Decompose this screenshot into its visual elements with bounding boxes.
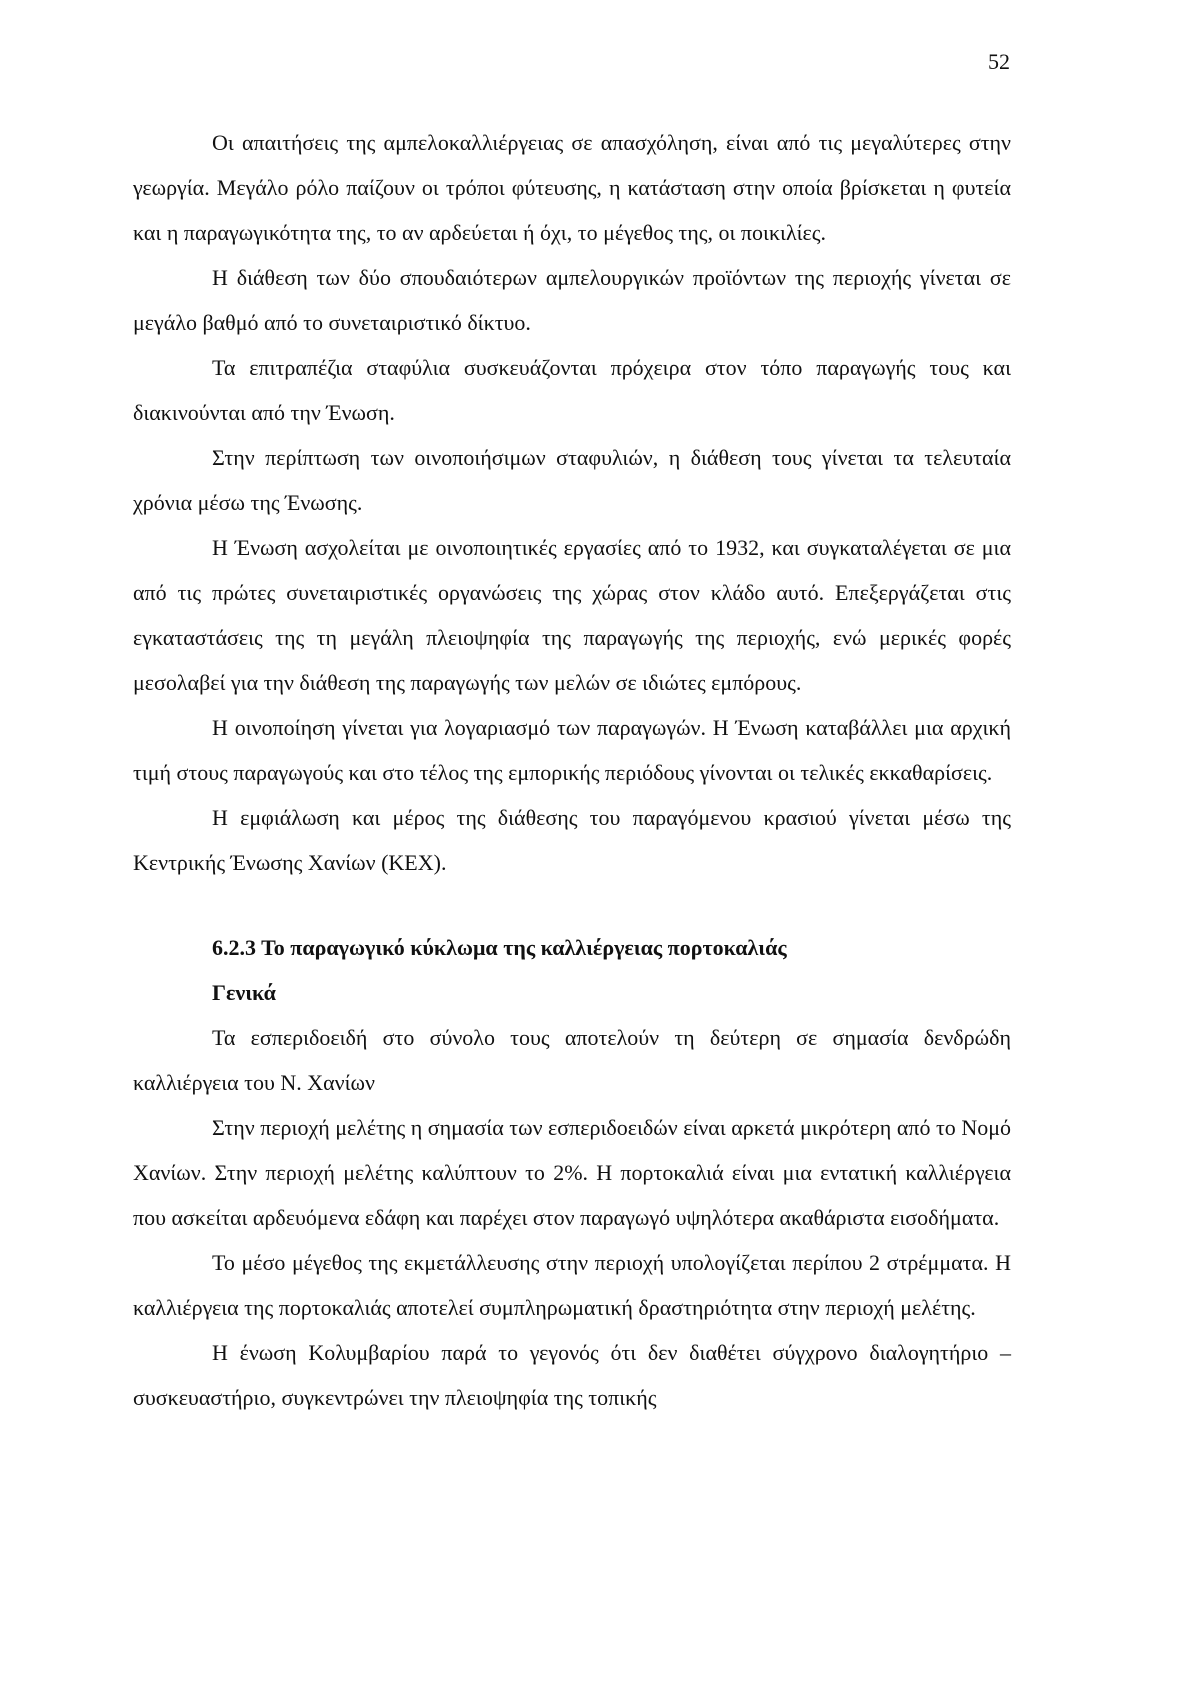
section-heading: 6.2.3 Το παραγωγικό κύκλωμα της καλλιέργειας πορτοκαλιάς [212,935,787,960]
paragraph-union-winemaking: Η Ένωση ασχολείται με οινοποιητικές εργασίες από το 1932, και συγκαταλέγεται σε μια από τις πρώτες συνεταιριστικές οργανώσεις της χώρας στον κλάδο αυτό. Επεξεργάζεται στις εγκαταστάσεις της τη μεγάλη πλειοψηφία της παραγωγής της περιοχής, ενώ μερικές φορές μεσολαβεί για την διάθεση της παραγωγής των μελών σε ιδιώτες εμπόρους. [133,535,1011,695]
paragraph-bottling: Η εμφιάλωση και μέρος της διάθεσης του παραγόμενου κρασιού γίνεται μέσω της Κεντρικής Ένωσης Χανίων (ΚΕΧ). [133,805,1011,875]
paragraph-wine-grapes: Στην περίπτωση των οινοποιήσιμων σταφυλιών, η διάθεση τους γίνεται τα τελευταία χρόνια μέσω της Ένωσης. [133,445,1011,515]
document-body [133,120,1011,1420]
page-number: 52 [988,49,1010,74]
paragraph-citrus-importance: Τα εσπεριδοειδή στο σύνολο τους αποτελούν τη δεύτερη σε σημασία δενδρώδη καλλιέργεια του Ν. Χανίων [133,1025,1011,1095]
paragraph-kolymvari-union: Η ένωση Κολυμβαρίου παρά το γεγονός ότι δεν διαθέτει σύγχρονο διαλογητήριο – συσκευαστήριο, συγκεντρώνει την πλειοψηφία της τοπικής [133,1340,1011,1410]
paragraph-vinification: Η οινοποίηση γίνεται για λογαριασμό των παραγωγών. Η Ένωση καταβάλλει μια αρχική τιμή στους παραγωγούς και στο τέλος της εμπορικής περιόδους γίνονται οι τελικές εκκαθαρίσεις. [133,715,1011,785]
paragraph-table-grapes: Τα επιτραπέζια σταφύλια συσκευάζονται πρόχειρα στον τόπο παραγωγής τους και διακινούνται από την Ένωση. [133,355,1011,425]
section-subheading: Γενικά [212,980,276,1005]
paragraph-study-area-citrus: Στην περιοχή μελέτης η σημασία των εσπεριδοειδών είναι αρκετά μικρότερη από το Νομό Χανίων. Στην περιοχή μελέτης καλύπτουν το 2%. Η πορτοκαλιά είναι μια εντατική καλλιέργεια που ασκείται αρδευόμενα εδάφη και παρέχει στον παραγωγό υψηλότερα ακαθάριστα εισοδήματα. [133,1115,1011,1230]
paragraph-viticulture-labor: Οι απαιτήσεις της αμπελοκαλλιέργειας σε απασχόληση, είναι από τις μεγαλύτερες στην γεωργία. Μεγάλο ρόλο παίζουν οι τρόποι φύτευσης, η κατάσταση στην οποία βρίσκεται η φυτεία και η παραγωγικότητα της, το αν αρδεύεται ή όχι, το μέγεθος της, οι ποικιλίες. [133,130,1011,245]
paragraph-farm-size: Το μέσο μέγεθος της εκμετάλλευσης στην περιοχή υπολογίζεται περίπου 2 στρέμματα. Η καλλιέργεια της πορτοκαλιάς αποτελεί συμπληρωματική δραστηριότητα στην περιοχή μελέτης. [133,1250,1011,1320]
paragraph-disposal-network: Η διάθεση των δύο σπουδαιότερων αμπελουργικών προϊόντων της περιοχής γίνεται σε μεγάλο βαθμό από το συνεταιριστικό δίκτυο. [133,265,1011,335]
